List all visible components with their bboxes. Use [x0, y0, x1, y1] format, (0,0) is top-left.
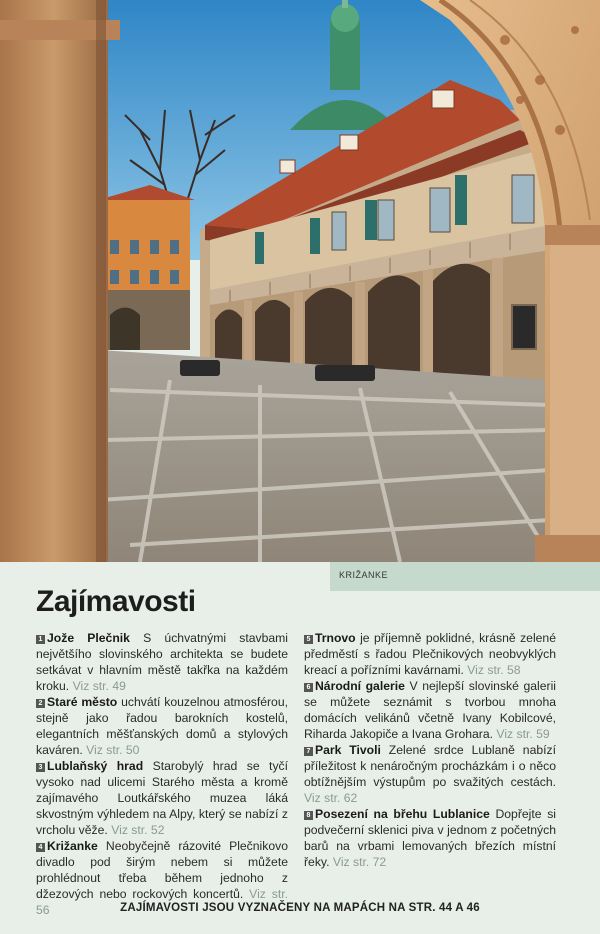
list-item [36, 758, 288, 838]
item-name: Lublaňský hrad [47, 759, 144, 773]
item-text: Starobylý hrad se tyčí vysoko nad ulicemi Starého města a kromě zajímavého Loutkářského muzea láká skvostným výhledem na Alpy, který se nabízí z vrcholu věže. [36, 759, 289, 837]
item-text: Zelené srdce Lublaně nabízí příležitost k nenáročným procházkám i o něco obtížnějším výstupům po svažitých cestách. [304, 743, 557, 789]
item-name: Park Tivoli [315, 743, 381, 757]
page-reference: Viz str. 72 [332, 855, 387, 869]
item-name: Posezení na břehu Lublanice [315, 807, 490, 821]
item-name: Križanke [47, 839, 98, 853]
number-badge: 7 [304, 747, 313, 756]
number-badge: 8 [304, 811, 313, 820]
list-item [304, 678, 556, 742]
number-badge: 4 [36, 843, 45, 852]
list-item [304, 742, 556, 806]
item-name: Národní galerie [315, 679, 405, 693]
page-reference: Viz str. 62 [304, 791, 358, 805]
page-reference: Viz str. 58 [467, 663, 521, 677]
list-item [36, 630, 288, 694]
number-badge: 6 [304, 683, 313, 692]
item-text: V nejlepší slovinské galerii se můžete seznámit s tvorbou mnoha domácích velikánů včetně Ivany Kobilcové, Riharda Jakopiče a Ivana Grohara. [304, 679, 556, 741]
item-text: S úchvatnými stavbami největšího slovinského architekta se budete setkávat v hlavním městě takřka na každém kroku. [36, 631, 288, 693]
number-badge: 5 [304, 635, 313, 644]
item-text: Neobyčejně rázovité Plečnikovo divadlo pod širým nebem si můžete prohlédnout třeba během jednoho z džezových nebo rockových koncertů. [36, 839, 289, 901]
section-title: Zajímavosti [36, 585, 196, 618]
item-name: Staré město [47, 695, 118, 709]
page-reference: Viz str. 59 [496, 727, 550, 741]
number-badge: 3 [36, 763, 45, 772]
number-badge: 2 [36, 699, 45, 708]
item-text: je příjemně poklidné, krásně zelené předměstí s řadou Plečnikových neobvyklých kreací a pořízními kavárnami. [304, 631, 556, 677]
number-badge: 1 [36, 635, 45, 644]
item-text: uchvátí kouzelnou atmosférou, stejně jako řadou barokních kostelů, elegantních měšťanských domů a stylových kaváren. [36, 695, 288, 757]
list-item [304, 806, 556, 870]
photo-caption: KRIŽANKE [339, 570, 389, 580]
item-text: Dopřejte si podvečerní sklenici piva v jednom z početných barů na vrbami lemovaných březích místní řeky. [304, 807, 557, 869]
list-item [304, 630, 556, 678]
right-column [304, 630, 556, 870]
left-column [36, 630, 288, 918]
list-item [36, 694, 288, 758]
photo-caption-strip [330, 562, 600, 591]
item-name: Trnovo [315, 631, 356, 645]
page-reference: Viz str. 49 [72, 679, 126, 693]
page-reference: Viz str. 56 [36, 887, 288, 917]
page-reference: Viz str. 52 [111, 823, 165, 837]
page-reference: Viz str. 50 [86, 743, 140, 757]
item-name: Jože Plečnik [47, 631, 130, 645]
map-reference-footer: ZAJÍMAVOSTI JSOU VYZNAČENY NA MAPÁCH NA STR. 44 A 46 [120, 902, 480, 914]
